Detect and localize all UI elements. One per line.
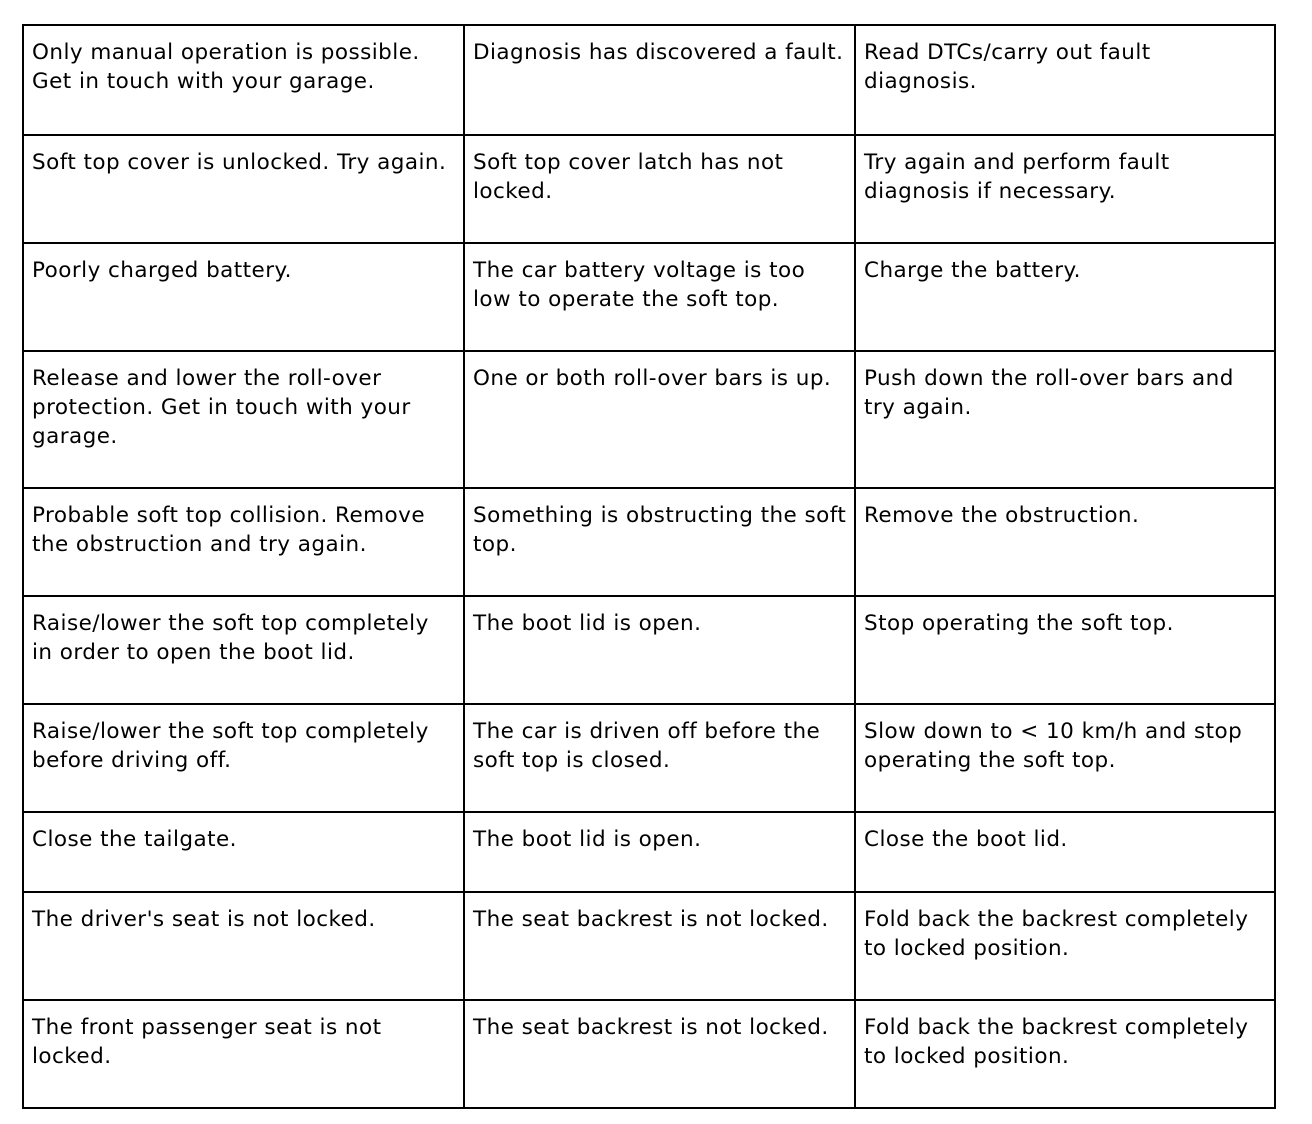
table-row xyxy=(23,25,1275,135)
message-cell: The front passenger seat is not locked. xyxy=(23,1000,464,1108)
cause-cell: The car is driven off before the soft top is closed. xyxy=(464,704,855,812)
cause-cell: The seat backrest is not locked. xyxy=(464,1000,855,1108)
cause-cell: The boot lid is open. xyxy=(464,812,855,892)
cause-cell: The boot lid is open. xyxy=(464,596,855,704)
message-cell: Soft top cover is unlocked. Try again. xyxy=(23,135,464,243)
message-cell: Raise/lower the soft top completely before driving off. xyxy=(23,704,464,812)
action-cell: Read DTCs/carry out fault diagnosis. xyxy=(855,25,1275,135)
cause-cell: The car battery voltage is too low to operate the soft top. xyxy=(464,243,855,351)
action-cell: Push down the roll-over bars and try again. xyxy=(855,351,1275,488)
soft-top-messages-table xyxy=(22,24,1276,1109)
table-row xyxy=(23,488,1275,596)
message-cell: Release and lower the roll-over protection. Get in touch with your garage. xyxy=(23,351,464,488)
table-row xyxy=(23,892,1275,1000)
message-cell: The driver's seat is not locked. xyxy=(23,892,464,1000)
message-cell: Close the tailgate. xyxy=(23,812,464,892)
action-cell: Close the boot lid. xyxy=(855,812,1275,892)
message-cell: Poorly charged battery. xyxy=(23,243,464,351)
action-cell: Charge the battery. xyxy=(855,243,1275,351)
cause-cell: Soft top cover latch has not locked. xyxy=(464,135,855,243)
table-row xyxy=(23,596,1275,704)
action-cell: Fold back the backrest completely to locked position. xyxy=(855,892,1275,1000)
action-cell: Try again and perform fault diagnosis if necessary. xyxy=(855,135,1275,243)
cause-cell: The seat backrest is not locked. xyxy=(464,892,855,1000)
table-row xyxy=(23,243,1275,351)
table-row xyxy=(23,1000,1275,1108)
table-row xyxy=(23,812,1275,892)
cause-cell: Diagnosis has discovered a fault. xyxy=(464,25,855,135)
action-cell: Slow down to < 10 km/h and stop operating the soft top. xyxy=(855,704,1275,812)
message-table-container xyxy=(22,24,1274,1109)
action-cell: Remove the obstruction. xyxy=(855,488,1275,596)
table-row xyxy=(23,351,1275,488)
message-cell: Only manual operation is possible. Get in touch with your garage. xyxy=(23,25,464,135)
table-row xyxy=(23,135,1275,243)
cause-cell: One or both roll-over bars is up. xyxy=(464,351,855,488)
message-cell: Probable soft top collision. Remove the obstruction and try again. xyxy=(23,488,464,596)
message-cell: Raise/lower the soft top completely in order to open the boot lid. xyxy=(23,596,464,704)
action-cell: Fold back the backrest completely to locked position. xyxy=(855,1000,1275,1108)
action-cell: Stop operating the soft top. xyxy=(855,596,1275,704)
cause-cell: Something is obstructing the soft top. xyxy=(464,488,855,596)
table-row xyxy=(23,704,1275,812)
